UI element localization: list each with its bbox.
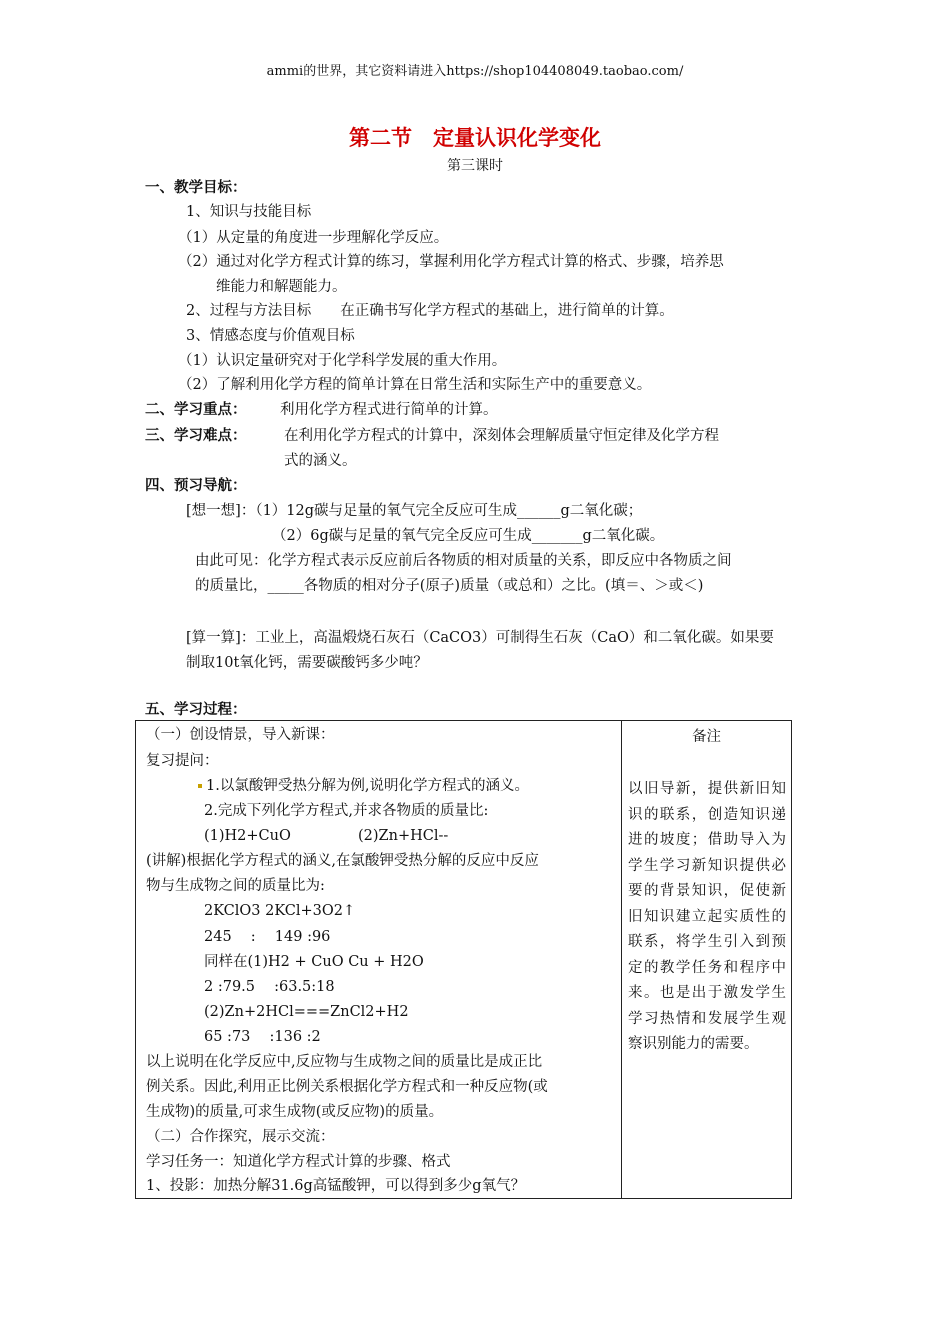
process-line-15: 例关系。因此,利用正比例关系根据化学方程式和一种反应物(或 [146,1079,548,1095]
process-line-7: 物与生成物之间的质量比为: [146,878,325,894]
s1-line-6: （1）认识定量研究对于化学科学发展的重大作用。 [178,353,507,369]
conclusion-b: 的质量比，_____各物质的相对分子(原子)质量（或总和）之比。(填＝、＞或＜) [195,578,704,594]
calc-b: 制取10t氧化钙，需要碳酸钙多少吨？ [186,655,428,671]
section-3-heading: 三、学习难点： [145,428,247,444]
process-line-8: 2KClO3 2KCl+3O2↑ [204,903,356,919]
notes-heading: 备注 [692,729,721,745]
process-line-18: 学习任务一：知道化学方程式计算的步骤、格式 [146,1154,451,1170]
process-line-9: 245 : 149 :96 [204,929,331,945]
conclusion-a: 由此可见：化学方程式表示反应前后各物质的相对质量的关系，即反应中各物质之间 [195,553,732,569]
learning-process-table [135,720,792,1199]
page-subtitle: 第三课时 [447,158,503,174]
process-line-1: （一）创设情景，导入新课： [146,727,335,743]
process-line-19: 1、投影：加热分解31.6g高锰酸钾，可以得到多少g氧气？ [146,1178,526,1194]
notes-body: 以旧导新，提供新旧知识的联系，创造知识递进的坡度；借助导入为学生学习新知识提供必要的背景知识，促使新旧知识建立起实质性的联系，将学生引入到预定的教学任务和程序中来。也是出于激发学生学习热情和发展学生观察识别能力的需要。 [628,781,786,1052]
section-1-heading: 一、教学目标： [145,180,247,196]
process-line-6: (讲解)根据化学方程式的涵义,在氯酸钾受热分解的反应中反应 [146,853,539,869]
calc-a: [算一算]：工业上，高温煅烧石灰石（CaCO3）可制得生石灰（CaO）和二氧化碳。如果要 [186,630,774,646]
s1-line-3b: 维能力和解题能力。 [216,279,347,295]
process-cell [136,721,622,1199]
section-3-text-a: 在利用化学方程式的计算中，深刻体会理解质量守恒定律及化学方程 [284,428,719,444]
s1-line-5: 3、情感态度与价值观目标 [186,328,355,344]
process-line-16: 生成物)的质量,可求生成物(或反应物)的质量。 [146,1104,444,1120]
section-3-text-b: 式的涵义。 [284,453,357,469]
page-title: 第二节 定量认识化学变化 [349,125,601,150]
process-line-11: 2 :79.5 :63.5:18 [204,979,335,995]
page-header: ammi的世界，其它资料请进入https://shop104408049.taobao.com/ [266,64,684,79]
process-line-17: （二）合作探究，展示交流： [146,1129,335,1145]
s1-line-1: 1、知识与技能目标 [186,204,312,220]
s1-line-2: （1）从定量的角度进一步理解化学反应。 [178,230,449,246]
section-4-heading: 四、预习导航： [145,478,247,494]
process-line-3: 1.以氯酸钾受热分解为例,说明化学方程式的涵义。 [198,776,529,796]
process-line-4: 2.完成下列化学方程式,并求各物质的质量比: [204,803,489,819]
process-line-2: 复习提问： [146,753,219,769]
think-1: [想一想]：（1）12g碳与足量的氧气完全反应可生成______g二氧化碳； [186,503,643,519]
s1-line-4: 2、过程与方法目标 在正确书写化学方程式的基础上，进行简单的计算。 [186,303,674,319]
process-line-12: (2)Zn+2HCl===ZnCl2+H2 [204,1004,409,1020]
think-2: （2）6g碳与足量的氧气完全反应可生成_______g二氧化碳。 [272,528,665,544]
section-2-heading: 二、学习重点： [145,402,247,418]
process-line-5a: (1)H2+CuO [204,828,291,844]
section-2-text: 利用化学方程式进行简单的计算。 [280,402,498,418]
s1-line-7: （2）了解利用化学方程的简单计算在日常生活和实际生产中的重要意义。 [178,377,652,393]
process-line-13: 65 :73 :136 :2 [204,1029,321,1045]
bullet-dot-icon [198,784,202,788]
s1-line-3a: （2）通过对化学方程式计算的练习，掌握利用化学方程式计算的格式、步骤，培养思 [178,254,724,270]
process-line-14: 以上说明在化学反应中,反应物与生成物之间的质量比是成正比 [146,1054,543,1070]
notes-cell [622,721,792,1199]
process-line-10: 同样在(1)H2 + CuO Cu + H2O [204,954,424,970]
process-line-5b: (2)Zn+HCl-- [358,828,449,844]
section-5-heading: 五、学习过程： [145,702,247,718]
